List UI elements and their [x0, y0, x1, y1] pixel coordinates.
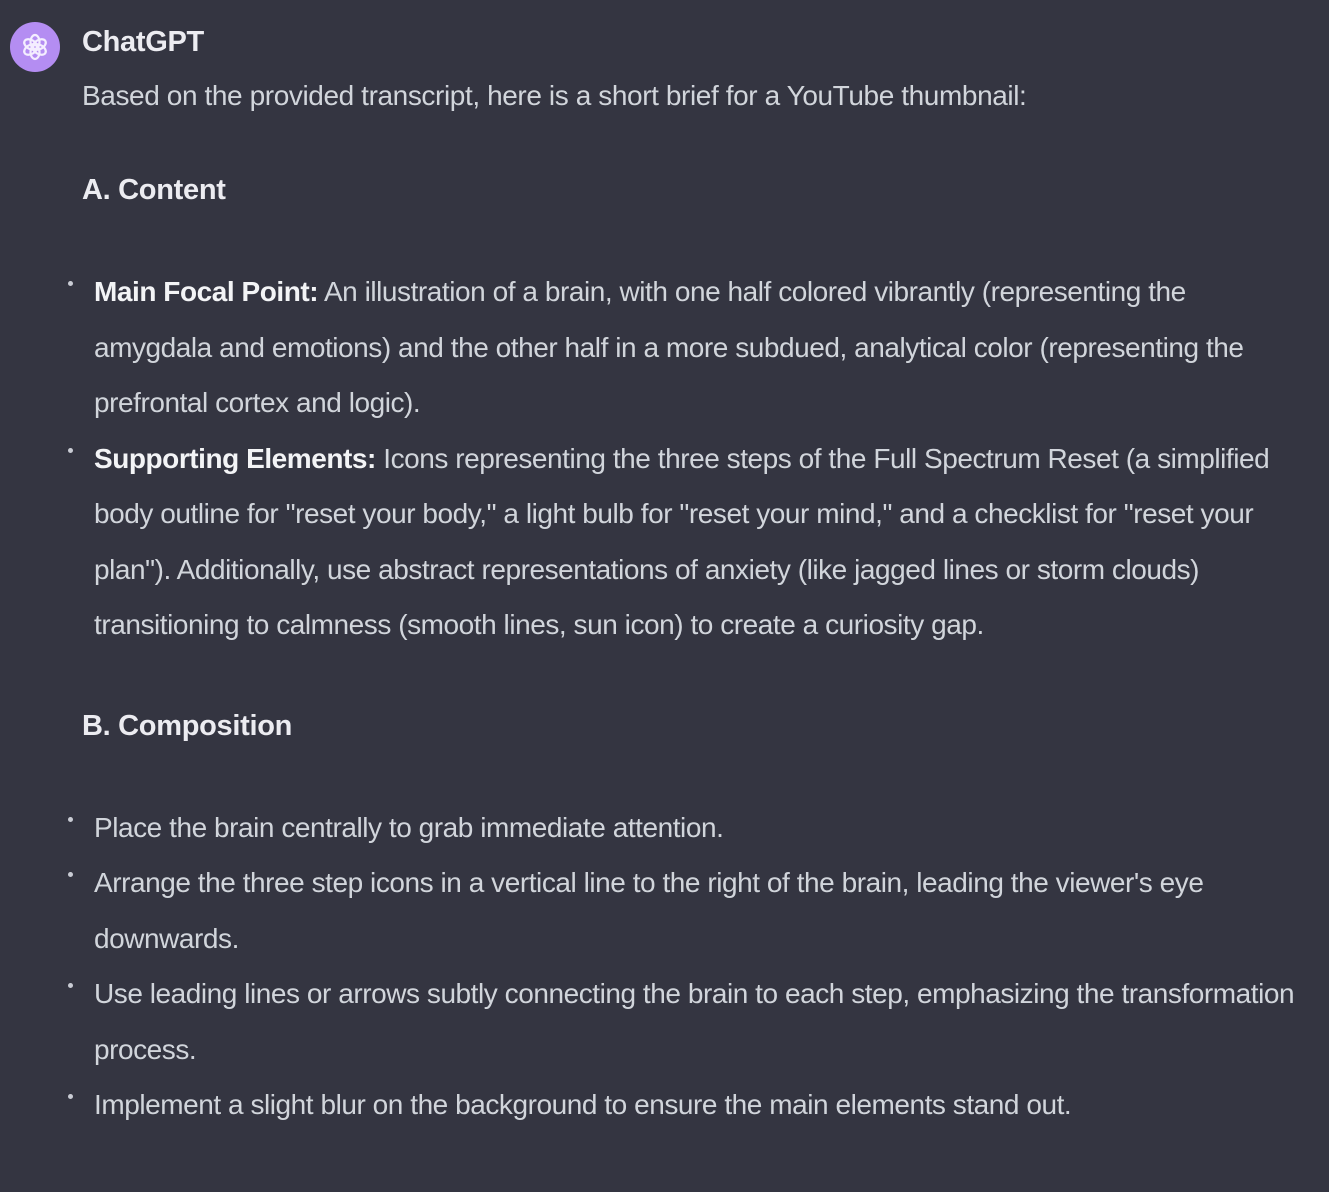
list-item [82, 431, 1307, 653]
list-item [82, 800, 1307, 856]
item-text: Implement a slight blur on the background to ensure the main elements stand out. [94, 1089, 1072, 1120]
intro-text: Based on the provided transcript, here is a short brief for a YouTube thumbnail: [82, 80, 1027, 111]
bullet-icon [68, 983, 73, 988]
item-label: Main Focal Point: [94, 276, 319, 307]
item-text: Use leading lines or arrows subtly connecting the brain to each step, emphasizing the transformation process. [94, 978, 1295, 1065]
list-item [82, 264, 1307, 431]
message-content [82, 76, 1307, 1133]
item-text: Place the brain centrally to grab immediate attention. [94, 811, 724, 843]
openai-logo-icon [19, 31, 51, 63]
section-heading-content: A. Content [82, 174, 226, 206]
item-text: Arrange the three step icons in a vertical line to the right of the brain, leading the viewer's eye downwards. [94, 867, 1204, 954]
bullet-icon [68, 872, 73, 877]
list-item [82, 1077, 1307, 1133]
section-heading-composition: B. Composition [82, 709, 293, 742]
bullet-icon [68, 281, 73, 286]
list-item [82, 855, 1307, 966]
chatgpt-avatar [10, 22, 60, 72]
composition-list [82, 800, 1307, 1133]
list-item [82, 966, 1307, 1077]
item-text: An illustration of a brain, with one half colored vibrantly (representing the amygdala and emotions) and the other half in a more subdued, analytical color (representing the prefrontal cortex and logic). [94, 276, 1244, 418]
bullet-icon [68, 1094, 73, 1099]
author-name: ChatGPT [82, 26, 204, 58]
item-text: Icons representing the three steps of the Full Spectrum Reset (a simplified body outline for "reset your body," a light bulb for "reset your mind," and a checklist for "reset your plan"). Additionally, use abstract representations of anxiety (like jagged lines or storm clouds) transitioning to calmness (smooth lines, sun icon) to create a curiosity gap. [94, 442, 1270, 640]
bullet-icon [68, 448, 73, 453]
bullet-icon [68, 817, 73, 822]
content-list [82, 264, 1307, 653]
item-label: Supporting Elements: [94, 442, 376, 474]
